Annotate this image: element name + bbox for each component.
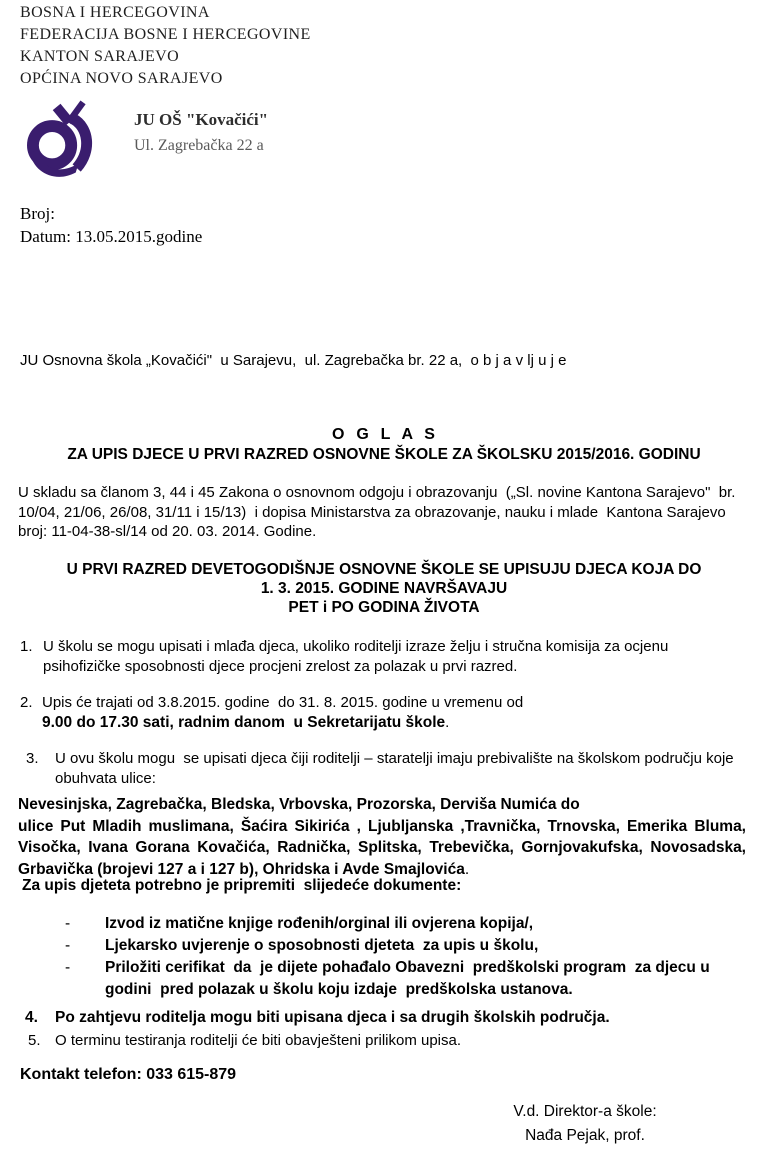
school-address: Ul. Zagrebačka 22 a bbox=[134, 137, 264, 154]
signature-name: Nađa Pejak, prof. bbox=[525, 1126, 645, 1144]
title-line1: O G L A S bbox=[332, 426, 436, 443]
item-text: U ovu školu mogu se upisati djeca čiji roditelji – staratelji imaju prebivalište na školskom području koje obuhvata ulice: bbox=[55, 750, 738, 787]
item-number: 2. bbox=[20, 694, 33, 711]
dash-bullet: - bbox=[65, 959, 71, 976]
enrollment-heading-line2: 1. 3. 2015. GODINE NAVRŠAVAJU bbox=[260, 580, 508, 597]
item-text-bold: 9.00 do 17.30 sati, radnim danom u Sekretarijatu škole bbox=[42, 713, 446, 731]
signature-title: V.d. Direktor-a škole: bbox=[513, 1103, 657, 1120]
intro-line: JU Osnovna škola „Kovačići" u Sarajevu, ul. Zagrebačka br. 22 a, o b j a v lj u j e bbox=[20, 352, 567, 369]
list-item bbox=[65, 957, 747, 1000]
streets-paragraph bbox=[18, 794, 746, 880]
documents-list bbox=[65, 913, 747, 1001]
item-text: Upis će trajati od 3.8.2015. godine do 31. 8. 2015. godine u vremenu od bbox=[42, 694, 524, 711]
school-name: JU OŠ "Kovačići" bbox=[134, 110, 269, 129]
streets-line1: Nevesinjska, Zagrebačka, Bledska, Vrbovska, Prozorska, Derviša Numića do bbox=[18, 796, 580, 813]
letterhead-line: FEDERACIJA BOSNE I HERCEGOVINE bbox=[20, 26, 311, 43]
item-number: 4. bbox=[25, 1009, 38, 1026]
document-text: Ljekarsko uvjerenje o sposobnosti djeteta za upis u školu, bbox=[105, 937, 539, 954]
contact-phone: Kontakt telefon: 033 615-879 bbox=[20, 1066, 237, 1083]
item-number: 5. bbox=[28, 1032, 41, 1049]
letterhead-line: BOSNA I HERCEGOVINA bbox=[20, 4, 210, 21]
list-item bbox=[65, 913, 747, 935]
dash-bullet: - bbox=[65, 915, 71, 932]
streets-rest: ulice Put Mladih muslimana, Šaćira Sikirića , Ljubljanska ,Travnička, Trnovska, Emerika Bluma, Visočka, Ivana Gorana Kovačića, Radnička, Splitska, Trebevička, Gornjovakufska, Novosadska, Grbavička (brojevi 127 a i 127 b), Ohridska i Avde Smajlovića bbox=[18, 817, 746, 878]
list-item-1 bbox=[20, 637, 736, 676]
item-text: O terminu testiranja roditelji će biti obavješteni prilikom upisa. bbox=[55, 1032, 462, 1049]
school-logo-icon bbox=[22, 97, 104, 187]
document-text: Izvod iz matične knjige rođenih/orginal ili ovjerena kopija/, bbox=[105, 915, 534, 932]
letterhead-line: KANTON SARAJEVO bbox=[20, 48, 180, 65]
reference-meta bbox=[20, 202, 202, 248]
list-item bbox=[65, 935, 747, 957]
list-item-3 bbox=[26, 749, 738, 788]
list-item-2 bbox=[20, 693, 736, 732]
title-line2: ZA UPIS DJECE U PRVI RAZRED OSNOVNE ŠKOLE ZA ŠKOLSKU 2015/2016. GODINU bbox=[67, 446, 701, 463]
signature-block bbox=[465, 1100, 705, 1147]
item-text: U školu se mogu upisati i mlađa djeca, ukoliko roditelji izraze želju i stručna komisija za ocjenu psihofizičke sposobnosti djece procjeni zrelost za polazak u prvi razred. bbox=[43, 638, 673, 675]
enrollment-heading bbox=[0, 560, 768, 617]
streets-suffix: . bbox=[464, 860, 470, 878]
letterhead bbox=[20, 2, 311, 90]
ref-number-label: Broj: bbox=[20, 204, 55, 223]
dash-bullet: - bbox=[65, 937, 71, 954]
documents-heading: Za upis djeteta potrebno je pripremiti slijedeće dokumente: bbox=[22, 877, 462, 894]
document-text: Priložiti cerifikat da je dijete pohađalo Obavezni predškolski program za djecu u godini pred polazak u školu koju izdaje predškolska ustanova. bbox=[105, 959, 714, 998]
school-identity bbox=[22, 97, 268, 187]
legal-paragraph: U skladu sa članom 3, 44 i 45 Zakona o osnovnom odgoju i obrazovanju („Sl. novine Kantona Sarajevo" br. 10/04, 21/06, 26/08, 31/11 i 15/13) i dopisa Ministarstva za obrazovanje, nauku i mlade Kantona Sarajevo broj: 11-04-38-sl/14 od 20. 03. 2014. Godine. bbox=[18, 484, 740, 540]
item-number: 1. bbox=[20, 638, 33, 655]
item-text: Po zahtjevu roditelja mogu biti upisana djeca i sa drugih školskih područja. bbox=[55, 1009, 610, 1026]
letterhead-line: OPĆINA NOVO SARAJEVO bbox=[20, 70, 223, 87]
date-line: Datum: 13.05.2015.godine bbox=[20, 227, 203, 246]
list-item-4 bbox=[25, 1008, 745, 1028]
enrollment-heading-line1: U PRVI RAZRED DEVETOGODIŠNJE OSNOVNE ŠKOLE SE UPISUJU DJECA KOJA DO bbox=[66, 561, 702, 578]
list-item-5 bbox=[28, 1031, 744, 1051]
item-number: 3. bbox=[26, 750, 39, 767]
item-text-suffix: . bbox=[445, 713, 450, 731]
enrollment-heading-line3: PET i PO GODINA ŽIVOTA bbox=[288, 599, 480, 616]
announcement-title bbox=[0, 426, 768, 464]
